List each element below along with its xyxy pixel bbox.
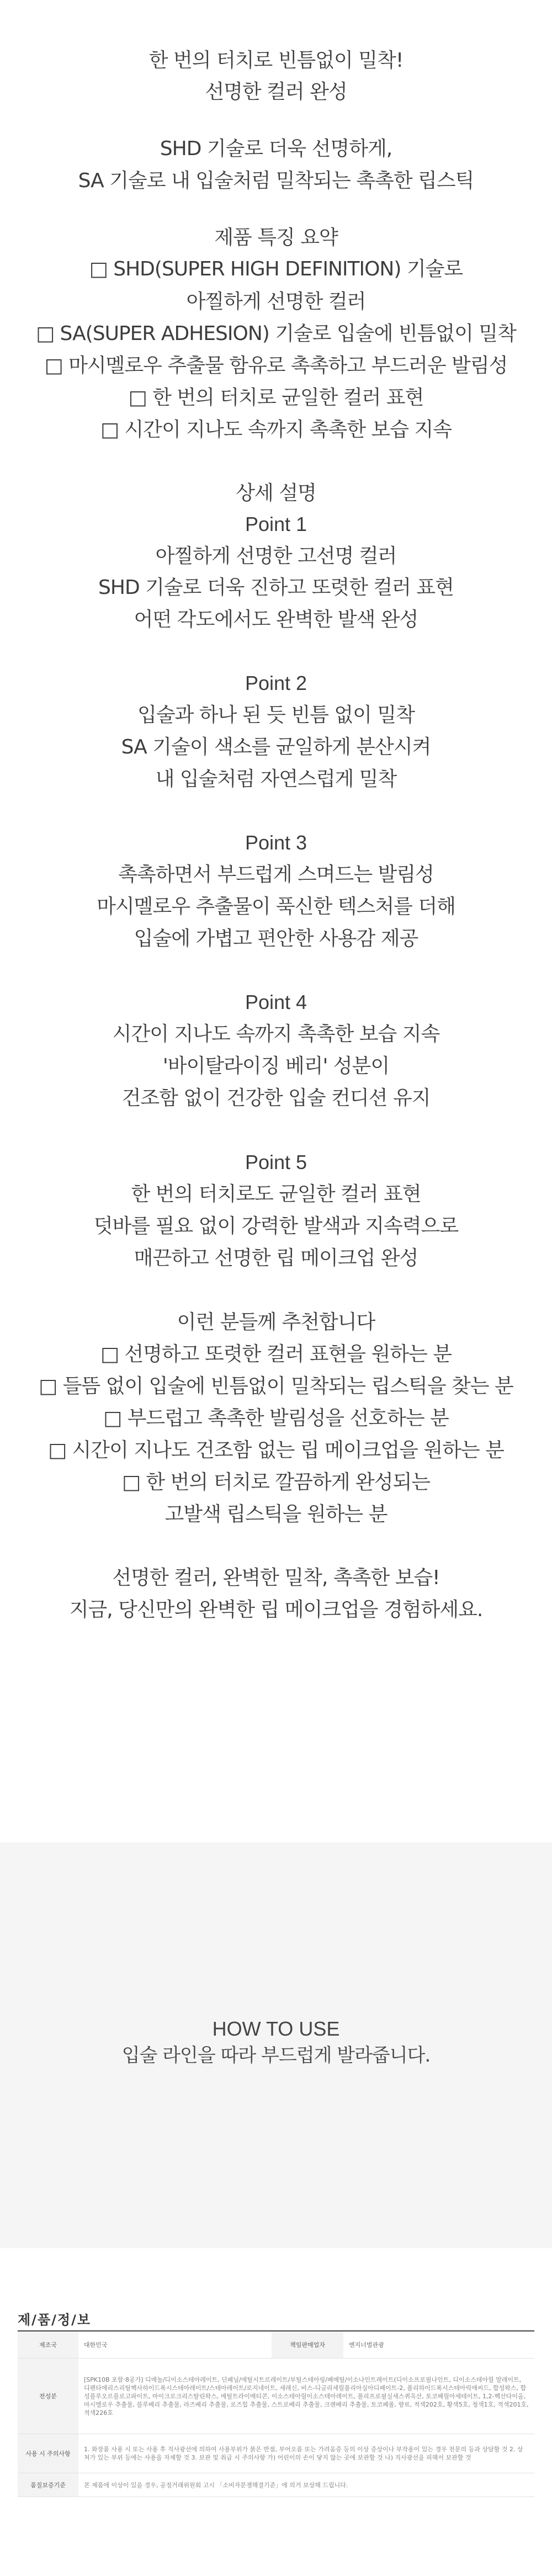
feature-line: □ 마시멜로우 추출물 함유로 촉촉하고 부드러운 발림성: [44, 354, 508, 377]
warranty-value: 본 제품에 이상이 있을 경우, 공정거래위원회 고시 「소비자분쟁해결기준」에 의거 보상해 드립니다.: [78, 2473, 534, 2497]
point-label: Point 4: [245, 991, 307, 1013]
recommend-title: 이런 분들께 추천합니다: [177, 1311, 375, 1334]
feature-line: □ 한 번의 터치로 균일한 컬러 표현: [128, 386, 424, 409]
point-line: 입술과 하나 된 듯 빈틈 없이 밀착: [137, 704, 415, 726]
point-line: 마시멜로우 추출물이 푹신한 텍스처를 더해: [97, 895, 455, 918]
seller-value: 엔지너벌관광: [343, 2331, 534, 2359]
table-row: [18, 2359, 534, 2434]
detail-title: 상세 설명: [236, 482, 316, 504]
recommend-line: □ 부드럽고 촉촉한 발림성을 선호하는 분: [103, 1407, 449, 1430]
how-to-use-subtitle: 입술 라인을 따라 부드럽게 발라줍니다.: [121, 2044, 431, 2067]
point-line: '바이탈라이징 베리' 성분이: [162, 1055, 390, 1077]
table-row: [18, 2473, 534, 2497]
feature-line: □ SHD(SUPER HIGH DEFINITION) 기술로: [89, 258, 463, 280]
recommend-line: 고발색 립스틱을 원하는 분: [164, 1503, 388, 1526]
caution-value: 1. 화장품 사용 시 또는 사용 후 직사광선에 의하여 사용부위가 붉은 반점, 부어오름 또는 가려움증 등의 이상 증상이나 부작용이 있는 경우 전문의 등과 상담할 것 2. 상처가 있는 부위 등에는 사용을 자제할 것 3. 보관 및 취급 시 주의사항 가) 어린이의 손이 닿지 않는 곳에 보관할 것 나) 직사광선을 피해서 보관할 것: [78, 2434, 534, 2473]
features-title: 제품 특징 요약: [214, 226, 338, 249]
seller-label: 책임판매업자: [272, 2331, 343, 2359]
warranty-label: 품질보증기준: [18, 2473, 78, 2497]
point-label: Point 2: [245, 672, 307, 694]
maker-label: 제조국: [18, 2331, 78, 2359]
recommend-line: □ 선명하고 또렷한 컬러 표현을 원하는 분: [100, 1343, 452, 1366]
how-to-use-title: HOW TO USE: [212, 2017, 340, 2040]
point-line: 한 번의 터치로도 균일한 컬러 표현: [131, 1183, 421, 1205]
recommend-line: □ 들뜸 없이 입술에 빈틈없이 밀착되는 립스틱을 찾는 분: [39, 1375, 513, 1398]
point-line: 촉촉하면서 부드럽게 스며드는 발림성: [118, 863, 434, 886]
ingredients-value: [SPK10B 포함·8공가] 디메놀/디이소스테아레이트, 딘페닐/에틸시트르레이트/부틸스테아링/페메틸/이소나인트레이트(디이소프로필나인트, 디이소스테아릴 말레이트, 디펜타에리스리틸헥사하이드록시스테아레이트/스테아레이트/로지네이트, 세레신, 비스-디글리세릴폴리아실아디페이트-2, 폴리하이드록시스테아릭애씨드, 합성왁스, 합성플루오르플로고파이트, 마이크로크리스탈린왁스, 메틸트라이메티콘, 이소스테아릴이소스테아레이트, 폴리프로필실세스퀴옥산, 토코페릴아세테이트, 1,2-헥산다이올, 마시멜로우 추출물, 블루베리 추출물, 라즈베리 추출물, 로즈힙 추출물, 스트로베리 추출물, 크랜베리 추출물, 토코페롤, 향료, 적색202호, 황색5호, 청색1호, 적색201호, 적색226호: [78, 2359, 534, 2434]
ingredients-label: 전성분: [18, 2359, 78, 2434]
recommend-line: □ 한 번의 터치로 깔끔하게 완성되는: [121, 1471, 431, 1494]
point-line: 덧바를 필요 없이 강력한 발색과 지속력으로: [93, 1215, 459, 1237]
closing-line: 지금, 당신만의 완벽한 립 메이크업을 경험하세요.: [69, 1598, 483, 1621]
point-line: 건조함 없이 건강한 입술 컨디션 유지: [121, 1087, 431, 1109]
point-line: 아찔하게 선명한 고선명 컬러: [155, 545, 397, 567]
point-line: 입술에 가볍고 편안한 사용감 제공: [134, 927, 418, 950]
maker-value: 대한민국: [78, 2331, 272, 2359]
feature-line: □ SA(SUPER ADHESION) 기술로 입술에 빈틈없이 밀착: [36, 322, 516, 345]
point-line: 내 입술처럼 자연스럽게 밀착: [155, 768, 397, 790]
point-label: Point 3: [245, 831, 307, 854]
feature-line: 아찔하게 선명한 컬러: [186, 290, 366, 313]
point-line: SA 기술이 색소를 균일하게 분산시켜: [121, 736, 431, 758]
feature-line: □ 시간이 지나도 속까지 촉촉한 보습 지속: [100, 418, 452, 441]
point-line: 매끈하고 선명한 립 메이크업 완성: [134, 1247, 418, 1270]
how-to-use-section: [0, 1842, 552, 2248]
point-line: 어떤 각도에서도 완벽한 발색 완성: [134, 608, 418, 631]
intro-line: 선명한 컬러 완성: [205, 81, 347, 103]
intro-line: SHD 기술로 더욱 선명하게,: [160, 137, 392, 160]
point-line: SHD 기술로 더욱 진하고 또렷한 컬러 표현: [98, 576, 454, 599]
point-label: Point 5: [245, 1151, 307, 1173]
recommend-line: □ 시간이 지나도 건조함 없는 립 메이크업을 원하는 분: [48, 1439, 504, 1462]
table-row: [18, 2434, 534, 2473]
point-label: Point 1: [245, 513, 307, 535]
intro-line: SA 기술로 내 입술처럼 밀착되는 촉촉한 립스틱: [78, 169, 474, 192]
caution-label: 사용 시 주의사항: [18, 2434, 78, 2473]
intro-line: 한 번의 터치로 빈틈없이 밀착!: [148, 49, 404, 72]
product-info-heading: 제/품/정/보: [18, 2312, 92, 2328]
closing-line: 선명한 컬러, 완벽한 밀착, 촉촉한 보습!: [112, 1566, 440, 1589]
point-line: 시간이 지나도 속까지 촉촉한 보습 지속: [112, 1023, 440, 1045]
product-info-table: [18, 2330, 534, 2497]
table-row: [18, 2331, 534, 2359]
